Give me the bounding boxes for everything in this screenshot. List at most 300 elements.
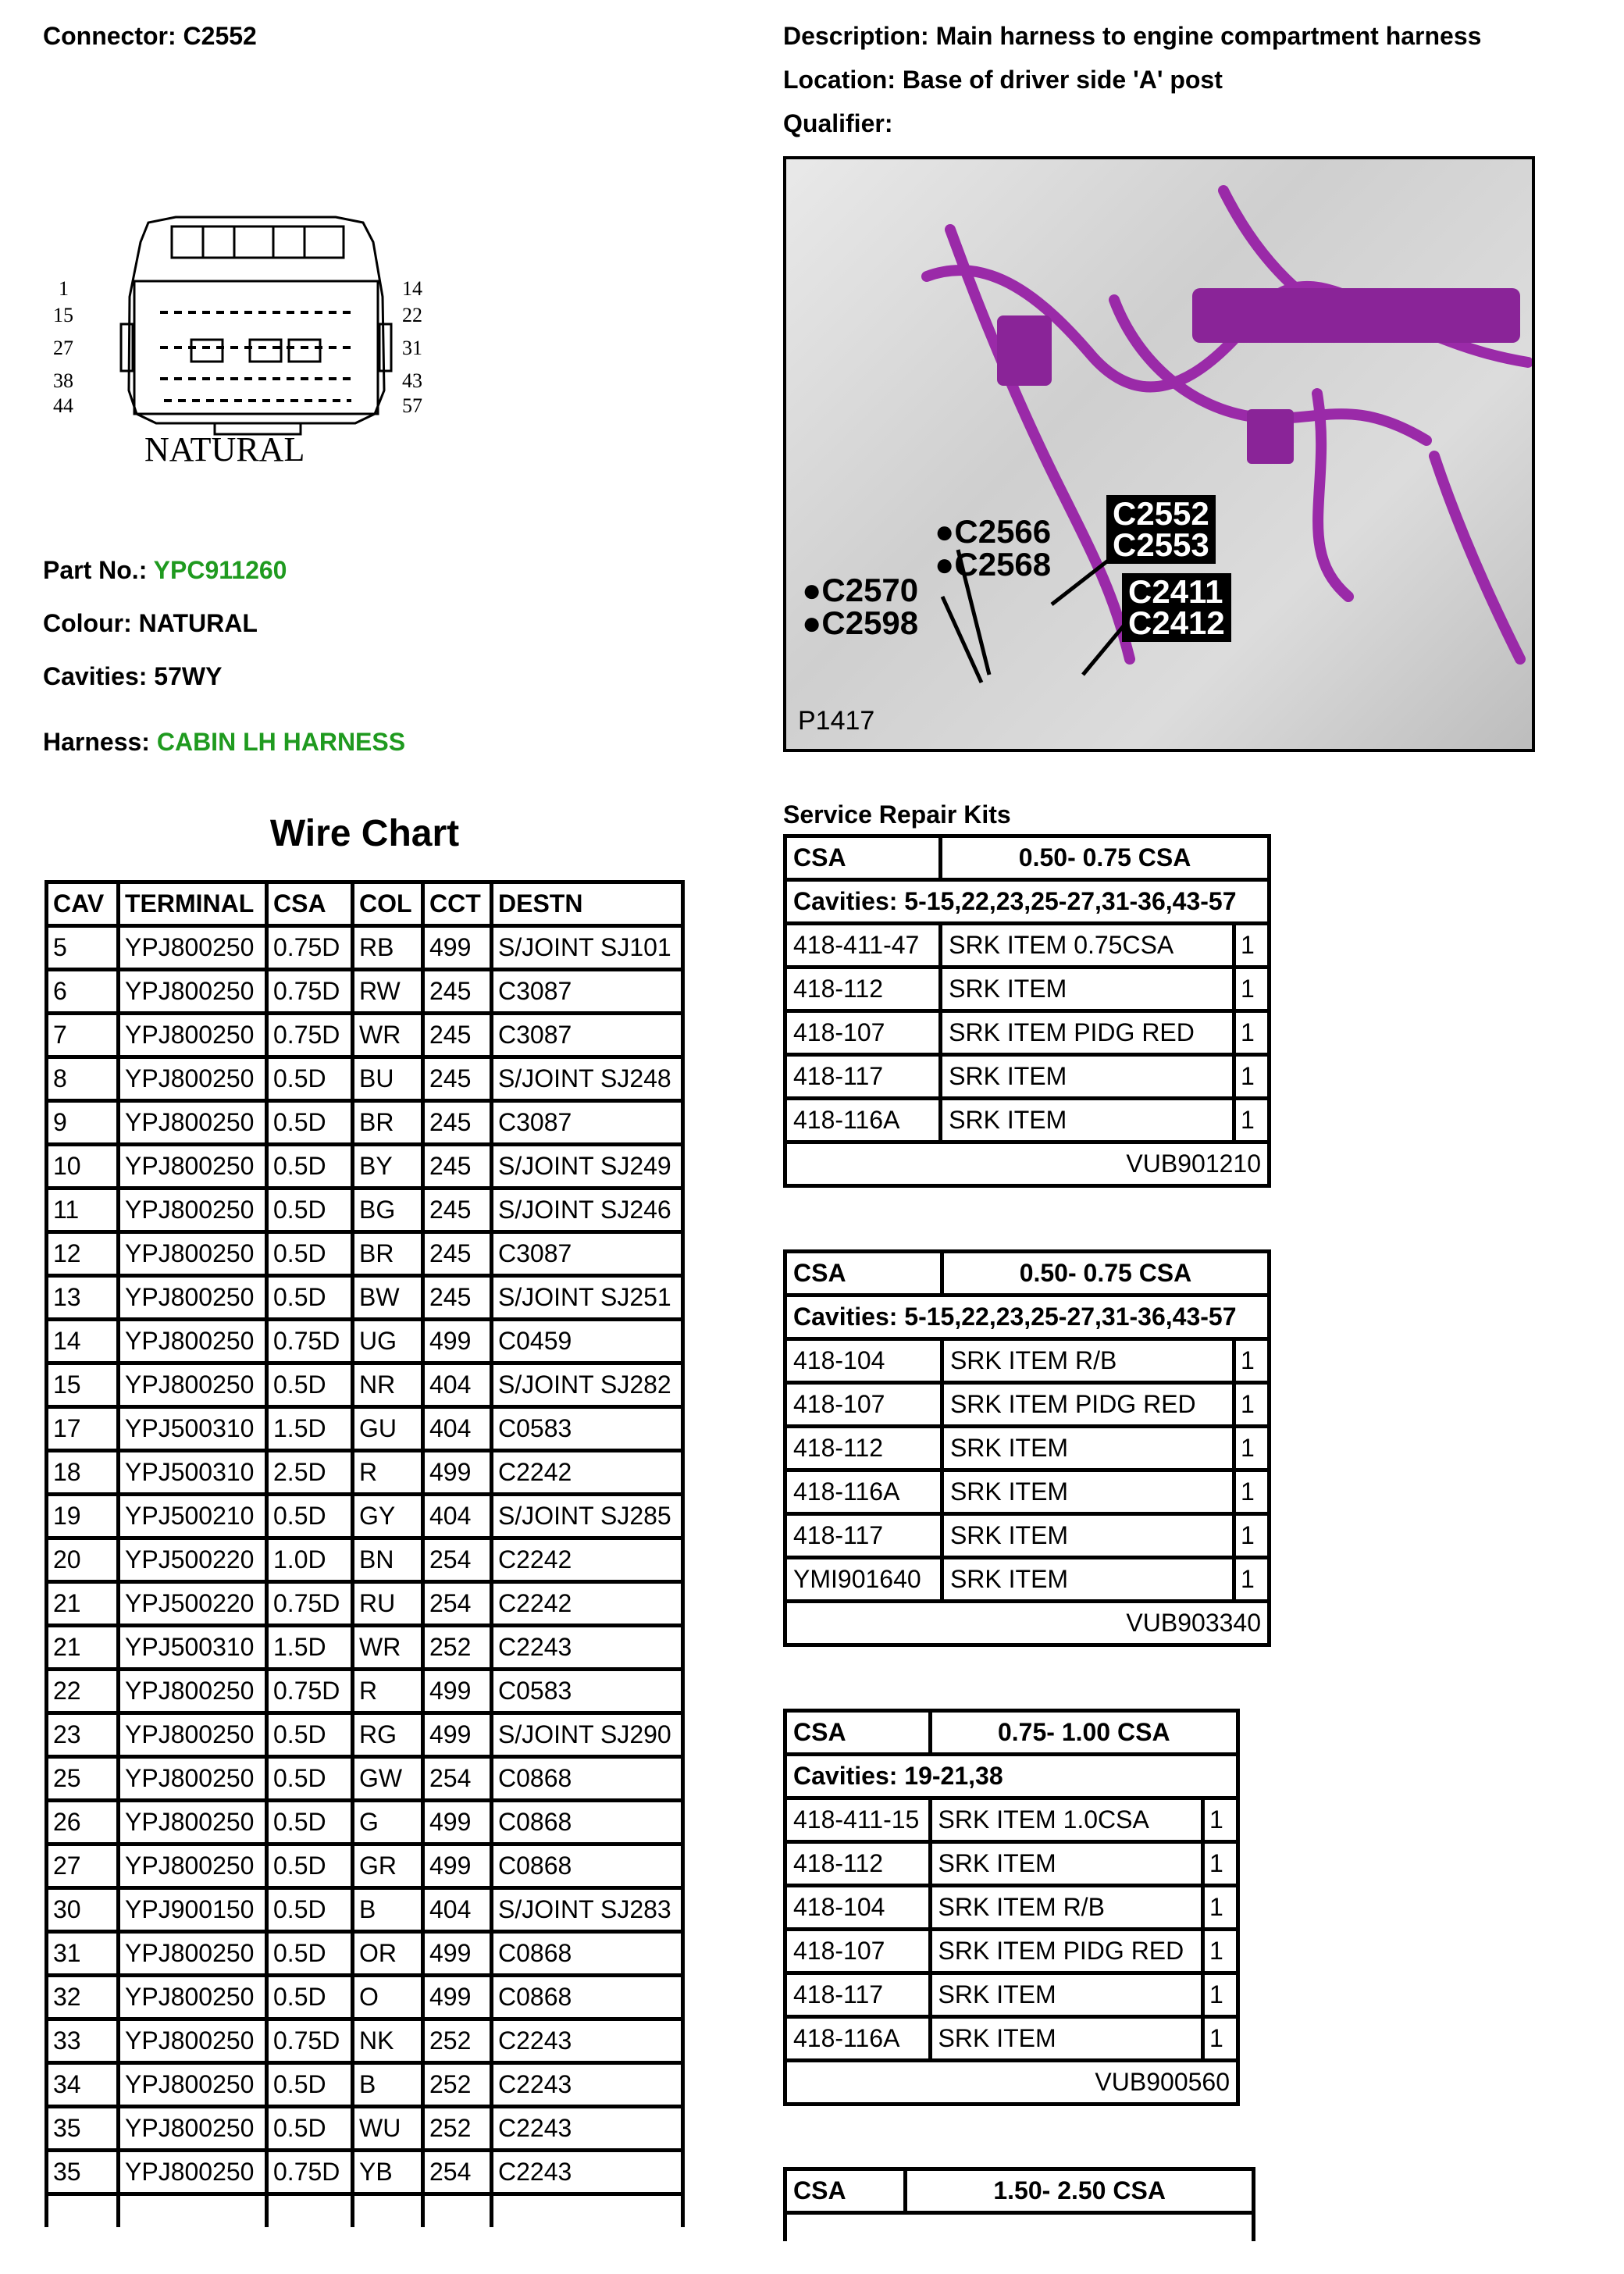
- cell-col: O: [351, 1977, 421, 2021]
- cell-cct: 499: [421, 928, 490, 971]
- colour-line: [43, 609, 258, 638]
- kit-code-row: [787, 1144, 1267, 1184]
- kit-part-number: 418-116A: [787, 2019, 928, 2062]
- pin-label-left-15: 15: [53, 304, 73, 326]
- cell-cav: 12: [45, 1234, 116, 1278]
- col-header-csa: CSA: [265, 880, 351, 928]
- table-row: [45, 928, 685, 971]
- cell-terminal: YPJ800250: [116, 928, 265, 971]
- kit-item-description: SRK ITEM: [940, 1516, 1232, 1559]
- kit-csa-range: 0.50- 0.75 CSA: [940, 1253, 1267, 1297]
- cell-empty: [45, 2196, 116, 2227]
- table-row: [45, 1802, 685, 1846]
- cell-cav: 19: [45, 1496, 116, 1540]
- cell-cav: 6: [45, 971, 116, 1015]
- cell-destn: S/JOINT SJ285: [490, 1496, 685, 1540]
- cell-cct: 499: [421, 1934, 490, 1977]
- pin-label-right-22: 22: [402, 304, 422, 326]
- cell-cct: 499: [421, 1977, 490, 2021]
- cell-csa: 0.5D: [265, 1146, 351, 1190]
- cell-col: RU: [351, 1584, 421, 1627]
- kit-header-row: [787, 838, 1267, 882]
- cell-cav: 33: [45, 2021, 116, 2065]
- pin-label-right-43: 43: [402, 369, 422, 392]
- cell-cav: 22: [45, 1671, 116, 1715]
- cell-cav: 18: [45, 1452, 116, 1496]
- kit-item-description: SRK ITEM: [938, 1100, 1232, 1144]
- harness-line: [43, 728, 405, 757]
- cell-col: GY: [351, 1496, 421, 1540]
- table-row: [45, 1540, 685, 1584]
- table-row: [45, 1452, 685, 1496]
- cell-destn: C2242: [490, 1452, 685, 1496]
- cell-cav: 13: [45, 1278, 116, 1321]
- cell-terminal: YPJ800250: [116, 1015, 265, 1059]
- cell-destn: C0868: [490, 1759, 685, 1802]
- cell-csa: 0.5D: [265, 1890, 351, 1934]
- kit-part-number: 418-117: [787, 1516, 940, 1559]
- table-row: [45, 1584, 685, 1627]
- table-row: [45, 2152, 685, 2196]
- kit-item-description: SRK ITEM PIDG RED: [928, 1931, 1201, 1975]
- pin-label-right-57: 57: [402, 394, 422, 417]
- kit-item-qty: 1: [1232, 1472, 1267, 1516]
- kit-item-description: SRK ITEM 1.0CSA: [928, 1800, 1201, 1844]
- qualifier-label: Qualifier:: [783, 109, 893, 137]
- cell-col: BR: [351, 1103, 421, 1146]
- cell-terminal: YPJ500310: [116, 1452, 265, 1496]
- cell-terminal: YPJ900150: [116, 1890, 265, 1934]
- cell-col: OR: [351, 1934, 421, 1977]
- kit-item-description: SRK ITEM: [940, 1559, 1232, 1603]
- table-row: [45, 1977, 685, 2021]
- table-row: [45, 1059, 685, 1103]
- kit-item-qty: 1: [1232, 1100, 1267, 1144]
- kit-part-number: 418-107: [787, 1013, 938, 1057]
- cell-destn: C3087: [490, 1103, 685, 1146]
- kit-header-row: [787, 2171, 1252, 2215]
- cell-terminal: YPJ500220: [116, 1540, 265, 1584]
- col-header-cct: CCT: [421, 880, 490, 928]
- kit-part-number: 418-411-15: [787, 1800, 928, 1844]
- cell-destn: S/JOINT SJ246: [490, 1190, 685, 1234]
- cell-cct: 499: [421, 1452, 490, 1496]
- cell-terminal: YPJ800250: [116, 2152, 265, 2196]
- kit-item-qty: 1: [1201, 1800, 1236, 1844]
- harness-label: Harness:: [43, 728, 150, 756]
- cell-destn: C2243: [490, 2065, 685, 2108]
- cell-destn: C2243: [490, 2152, 685, 2196]
- description-value: Main harness to engine compartment harness: [935, 22, 1482, 50]
- cell-cav: 23: [45, 1715, 116, 1759]
- cell-csa: 0.75D: [265, 1015, 351, 1059]
- kit-csa-range: 1.50- 2.50 CSA: [903, 2171, 1252, 2215]
- kit-item-qty: 1: [1232, 925, 1267, 969]
- service-kit-box: [783, 1709, 1240, 2106]
- cell-cct: 254: [421, 1759, 490, 1802]
- location-label: Location:: [783, 66, 896, 94]
- cell-destn: C0583: [490, 1671, 685, 1715]
- table-row: [45, 1190, 685, 1234]
- kit-csa-label: CSA: [787, 1713, 928, 1756]
- cell-csa: 0.5D: [265, 1234, 351, 1278]
- cell-terminal: YPJ500310: [116, 1409, 265, 1452]
- cell-cav: 21: [45, 1627, 116, 1671]
- cell-terminal: YPJ800250: [116, 1977, 265, 2021]
- kit-item-description: SRK ITEM: [940, 1428, 1232, 1472]
- callout-c2598: ●C2598: [802, 604, 919, 641]
- kit-part-number: 418-117: [787, 1057, 938, 1100]
- cell-cav: 25: [45, 1759, 116, 1802]
- service-kit-box: [783, 834, 1271, 1188]
- kit-code-row: [787, 2062, 1236, 2102]
- part-no-label: Part No.:: [43, 556, 148, 584]
- cell-cav: 5: [45, 928, 116, 971]
- cell-col: GU: [351, 1409, 421, 1452]
- kit-cavities: Cavities: 5-15,22,23,25-27,31-36,43-57: [787, 1297, 1267, 1341]
- cell-cct: 254: [421, 1540, 490, 1584]
- cell-destn: S/JOINT SJ101: [490, 928, 685, 971]
- cell-terminal: YPJ800250: [116, 1934, 265, 1977]
- cell-terminal: YPJ800250: [116, 1671, 265, 1715]
- kit-item-description: SRK ITEM R/B: [928, 1887, 1201, 1931]
- harness-link[interactable]: CABIN LH HARNESS: [156, 728, 406, 756]
- cell-col: BW: [351, 1278, 421, 1321]
- kit-item-row: [787, 1559, 1267, 1603]
- pin-label-left-1: 1: [59, 277, 69, 300]
- harness-illustration: [786, 159, 1532, 749]
- kit-header-row: [787, 1253, 1267, 1297]
- connector-value: C2552: [183, 22, 257, 50]
- kit-item-row: [787, 925, 1267, 969]
- cell-terminal: YPJ800250: [116, 2021, 265, 2065]
- cell-destn: S/JOINT SJ283: [490, 1890, 685, 1934]
- kit-part-number: 418-104: [787, 1887, 928, 1931]
- kit-item-qty: 1: [1232, 1057, 1267, 1100]
- kit-item-description: SRK ITEM: [938, 969, 1232, 1013]
- kit-item-qty: 1: [1232, 1385, 1267, 1428]
- kit-code: VUB901210: [1126, 1149, 1261, 1178]
- cell-destn: C2243: [490, 2108, 685, 2152]
- cell-terminal: YPJ800250: [116, 1234, 265, 1278]
- kit-item-description: SRK ITEM PIDG RED: [940, 1385, 1232, 1428]
- kit-cavities-row: [787, 1297, 1267, 1341]
- kit-cavities-row: [787, 882, 1267, 925]
- cell-col: G: [351, 1802, 421, 1846]
- cell-csa: 1.5D: [265, 1627, 351, 1671]
- cell-cct: 499: [421, 1671, 490, 1715]
- cell-terminal: YPJ800250: [116, 1278, 265, 1321]
- table-row: [45, 2021, 685, 2065]
- cell-terminal: YPJ800250: [116, 1190, 265, 1234]
- wire-chart-title: Wire Chart: [269, 813, 460, 854]
- cell-cav: 32: [45, 1977, 116, 2021]
- cell-terminal: YPJ800250: [116, 1103, 265, 1146]
- cell-csa: 0.5D: [265, 1759, 351, 1802]
- cell-cav: 15: [45, 1365, 116, 1409]
- table-row: [45, 1321, 685, 1365]
- col-header-terminal: TERMINAL: [116, 880, 265, 928]
- kit-item-qty: 1: [1201, 2019, 1236, 2062]
- connector-label: Connector:: [43, 22, 176, 50]
- kit-cavities: Cavities: 5-15,22,23,25-27,31-36,43-57: [787, 882, 1267, 925]
- callout-c2566: ●C2566: [935, 513, 1052, 550]
- cell-csa: 0.75D: [265, 1671, 351, 1715]
- kit-item-qty: 1: [1201, 1975, 1236, 2019]
- kit-item-description: SRK ITEM: [928, 1844, 1201, 1887]
- cell-cct: 252: [421, 1627, 490, 1671]
- table-row: [45, 1627, 685, 1671]
- cell-destn: C0459: [490, 1321, 685, 1365]
- cell-cct: 254: [421, 2152, 490, 2196]
- service-kit-box: [783, 2167, 1255, 2241]
- diagram-caption: NATURAL: [144, 430, 305, 469]
- connector-diagram: [47, 211, 437, 476]
- cell-cav: 27: [45, 1846, 116, 1890]
- cell-col: GR: [351, 1846, 421, 1890]
- cell-empty: [351, 2196, 421, 2227]
- kit-code-row: [787, 1603, 1267, 1643]
- kit-item-description: SRK ITEM: [928, 2019, 1201, 2062]
- table-row: [45, 1715, 685, 1759]
- cell-cct: 254: [421, 1584, 490, 1627]
- cell-cct: 245: [421, 1059, 490, 1103]
- cavities-label: Cavities:: [43, 662, 148, 690]
- cell-destn: C2242: [490, 1540, 685, 1584]
- cell-destn: S/JOINT SJ282: [490, 1365, 685, 1409]
- wire-chart-table: [45, 880, 685, 2227]
- pin-label-right-31: 31: [402, 337, 422, 359]
- cell-csa: 0.75D: [265, 971, 351, 1015]
- description-line: [783, 22, 1481, 51]
- cell-terminal: YPJ800250: [116, 2065, 265, 2108]
- table-row: [45, 1365, 685, 1409]
- cell-destn: S/JOINT SJ248: [490, 1059, 685, 1103]
- table-row: [45, 1015, 685, 1059]
- cell-cct: 252: [421, 2108, 490, 2152]
- cell-terminal: YPJ800250: [116, 971, 265, 1015]
- kit-csa-range: 0.50- 0.75 CSA: [938, 838, 1267, 882]
- table-row: [45, 2108, 685, 2152]
- cell-col: YB: [351, 2152, 421, 2196]
- cell-terminal: YPJ800250: [116, 1759, 265, 1802]
- cell-destn: S/JOINT SJ290: [490, 1715, 685, 1759]
- cell-cct: 499: [421, 1846, 490, 1890]
- kit-item-qty: 1: [1201, 1887, 1236, 1931]
- cell-cct: 252: [421, 2065, 490, 2108]
- cell-terminal: YPJ800250: [116, 1365, 265, 1409]
- cell-col: GW: [351, 1759, 421, 1802]
- cell-csa: 0.75D: [265, 2152, 351, 2196]
- cell-cav: 17: [45, 1409, 116, 1452]
- cell-col: UG: [351, 1321, 421, 1365]
- cavities-value: 57WY: [154, 662, 223, 690]
- kit-item-qty: 1: [1232, 1341, 1267, 1385]
- cell-csa: 0.5D: [265, 1977, 351, 2021]
- col-header-cav: CAV: [45, 880, 116, 928]
- cell-destn: C0868: [490, 1802, 685, 1846]
- cell-csa: 0.75D: [265, 928, 351, 971]
- kit-csa-label: CSA: [787, 838, 938, 882]
- cell-cav: 21: [45, 1584, 116, 1627]
- cell-csa: 1.0D: [265, 1540, 351, 1584]
- cell-cct: 499: [421, 1715, 490, 1759]
- kit-item-description: SRK ITEM R/B: [940, 1341, 1232, 1385]
- kit-item-description: SRK ITEM: [928, 1975, 1201, 2019]
- cell-terminal: YPJ800250: [116, 1059, 265, 1103]
- kit-part-number: 418-117: [787, 1975, 928, 2019]
- kit-item-row: [787, 1428, 1267, 1472]
- cell-cav: 31: [45, 1934, 116, 1977]
- kit-item-row: [787, 1472, 1267, 1516]
- kit-item-row: [787, 1975, 1236, 2019]
- cell-empty: [421, 2196, 490, 2227]
- cell-col: RG: [351, 1715, 421, 1759]
- kit-item-row: [787, 1516, 1267, 1559]
- col-header-destn: DESTN: [490, 880, 685, 928]
- table-row: [45, 1846, 685, 1890]
- table-row: [45, 1234, 685, 1278]
- connector-line: [43, 22, 257, 51]
- kit-item-row: [787, 1341, 1267, 1385]
- callout-c2568: ●C2568: [935, 546, 1052, 583]
- cell-col: WU: [351, 2108, 421, 2152]
- cell-csa: 0.5D: [265, 1190, 351, 1234]
- table-row: [45, 1759, 685, 1802]
- cell-destn: C3087: [490, 1234, 685, 1278]
- cell-terminal: YPJ800250: [116, 2108, 265, 2152]
- location-photo: [783, 156, 1535, 752]
- cell-csa: 1.5D: [265, 1409, 351, 1452]
- cell-col: WR: [351, 1015, 421, 1059]
- pin-label-left-44: 44: [53, 394, 73, 417]
- wire-chart-header: [45, 880, 685, 928]
- part-no-link[interactable]: YPC911260: [153, 556, 287, 584]
- kit-item-qty: 1: [1201, 1931, 1236, 1975]
- cell-cct: 245: [421, 1015, 490, 1059]
- kit-item-row: [787, 2019, 1236, 2062]
- cell-col: B: [351, 1890, 421, 1934]
- kit-item-qty: 1: [1232, 1013, 1267, 1057]
- cell-csa: 0.5D: [265, 1934, 351, 1977]
- kit-item-row: [787, 1887, 1236, 1931]
- cell-col: BN: [351, 1540, 421, 1584]
- cell-col: BR: [351, 1234, 421, 1278]
- qualifier-line: [783, 109, 892, 138]
- kit-item-row: [787, 1057, 1267, 1100]
- cell-terminal: YPJ800250: [116, 1146, 265, 1190]
- service-kits-title: Service Repair Kits: [783, 800, 1011, 829]
- cell-col: R: [351, 1452, 421, 1496]
- kit-code: VUB900560: [1095, 2068, 1230, 2096]
- cell-csa: 0.5D: [265, 1715, 351, 1759]
- cell-terminal: YPJ500310: [116, 1627, 265, 1671]
- cell-terminal: YPJ500210: [116, 1496, 265, 1540]
- cell-cct: 499: [421, 1321, 490, 1365]
- table-row: [45, 1496, 685, 1540]
- kit-item-row: [787, 969, 1267, 1013]
- cell-col: BG: [351, 1190, 421, 1234]
- cell-cct: 245: [421, 1278, 490, 1321]
- cell-terminal: YPJ800250: [116, 1321, 265, 1365]
- cell-destn: C2243: [490, 2021, 685, 2065]
- cell-cav: 20: [45, 1540, 116, 1584]
- callout-c2411-c2412: C2411 C2412: [1122, 573, 1231, 642]
- kit-csa-label: CSA: [787, 2171, 903, 2215]
- callout-c2570: ●C2570: [802, 572, 919, 608]
- kit-item-row: [787, 1931, 1236, 1975]
- cell-col: WR: [351, 1627, 421, 1671]
- kit-part-number: 418-107: [787, 1385, 940, 1428]
- table-row: [45, 1103, 685, 1146]
- cell-cav: 26: [45, 1802, 116, 1846]
- kit-item-description: SRK ITEM: [938, 1057, 1232, 1100]
- cell-destn: C0868: [490, 1934, 685, 1977]
- kit-part-number: 418-112: [787, 1428, 940, 1472]
- cell-csa: 2.5D: [265, 1452, 351, 1496]
- table-row: [45, 1146, 685, 1190]
- kit-part-number: 418-116A: [787, 1472, 940, 1516]
- cell-csa: 0.5D: [265, 2108, 351, 2152]
- kit-part-number: 418-107: [787, 1931, 928, 1975]
- cell-cct: 499: [421, 1802, 490, 1846]
- kit-item-qty: 1: [1201, 1844, 1236, 1887]
- kit-item-description: SRK ITEM PIDG RED: [938, 1013, 1232, 1057]
- kit-csa-range: 0.75- 1.00 CSA: [928, 1713, 1236, 1756]
- table-row: [45, 1934, 685, 1977]
- cell-terminal: YPJ800250: [116, 1802, 265, 1846]
- cell-cav: 30: [45, 1890, 116, 1934]
- cell-csa: 0.75D: [265, 2021, 351, 2065]
- kit-item-row: [787, 1844, 1236, 1887]
- cell-csa: 0.75D: [265, 1584, 351, 1627]
- photo-ref: P1417: [798, 706, 875, 736]
- cell-col: B: [351, 2065, 421, 2108]
- colour-value: NATURAL: [138, 609, 258, 637]
- kit-item-qty: 1: [1232, 1559, 1267, 1603]
- cell-terminal: YPJ800250: [116, 1715, 265, 1759]
- kit-csa-label: CSA: [787, 1253, 940, 1297]
- kit-part-number: 418-112: [787, 1844, 928, 1887]
- pin-label-left-38: 38: [53, 369, 73, 392]
- service-kit-box: [783, 1249, 1271, 1647]
- kit-item-qty: 1: [1232, 969, 1267, 1013]
- table-row: [45, 1671, 685, 1715]
- kit-item-row: [787, 1013, 1267, 1057]
- cell-destn: C0583: [490, 1409, 685, 1452]
- cell-cct: 245: [421, 1103, 490, 1146]
- cell-cct: 404: [421, 1365, 490, 1409]
- cell-csa: 0.5D: [265, 2065, 351, 2108]
- cell-cav: 34: [45, 2065, 116, 2108]
- cell-csa: 0.5D: [265, 1496, 351, 1540]
- kit-cavities-row: [787, 1756, 1236, 1800]
- table-row: [45, 1890, 685, 1934]
- cell-destn: C2243: [490, 1627, 685, 1671]
- table-row: [45, 2065, 685, 2108]
- kit-header-row: [787, 1713, 1236, 1756]
- cell-cav: 11: [45, 1190, 116, 1234]
- cell-cav: 35: [45, 2152, 116, 2196]
- cell-empty: [490, 2196, 685, 2227]
- cell-cav: 7: [45, 1015, 116, 1059]
- cell-csa: 0.5D: [265, 1802, 351, 1846]
- cell-terminal: YPJ500220: [116, 1584, 265, 1627]
- location-value: Base of driver side 'A' post: [902, 66, 1223, 94]
- cell-csa: 0.75D: [265, 1321, 351, 1365]
- cell-cav: 9: [45, 1103, 116, 1146]
- cell-destn: C2242: [490, 1584, 685, 1627]
